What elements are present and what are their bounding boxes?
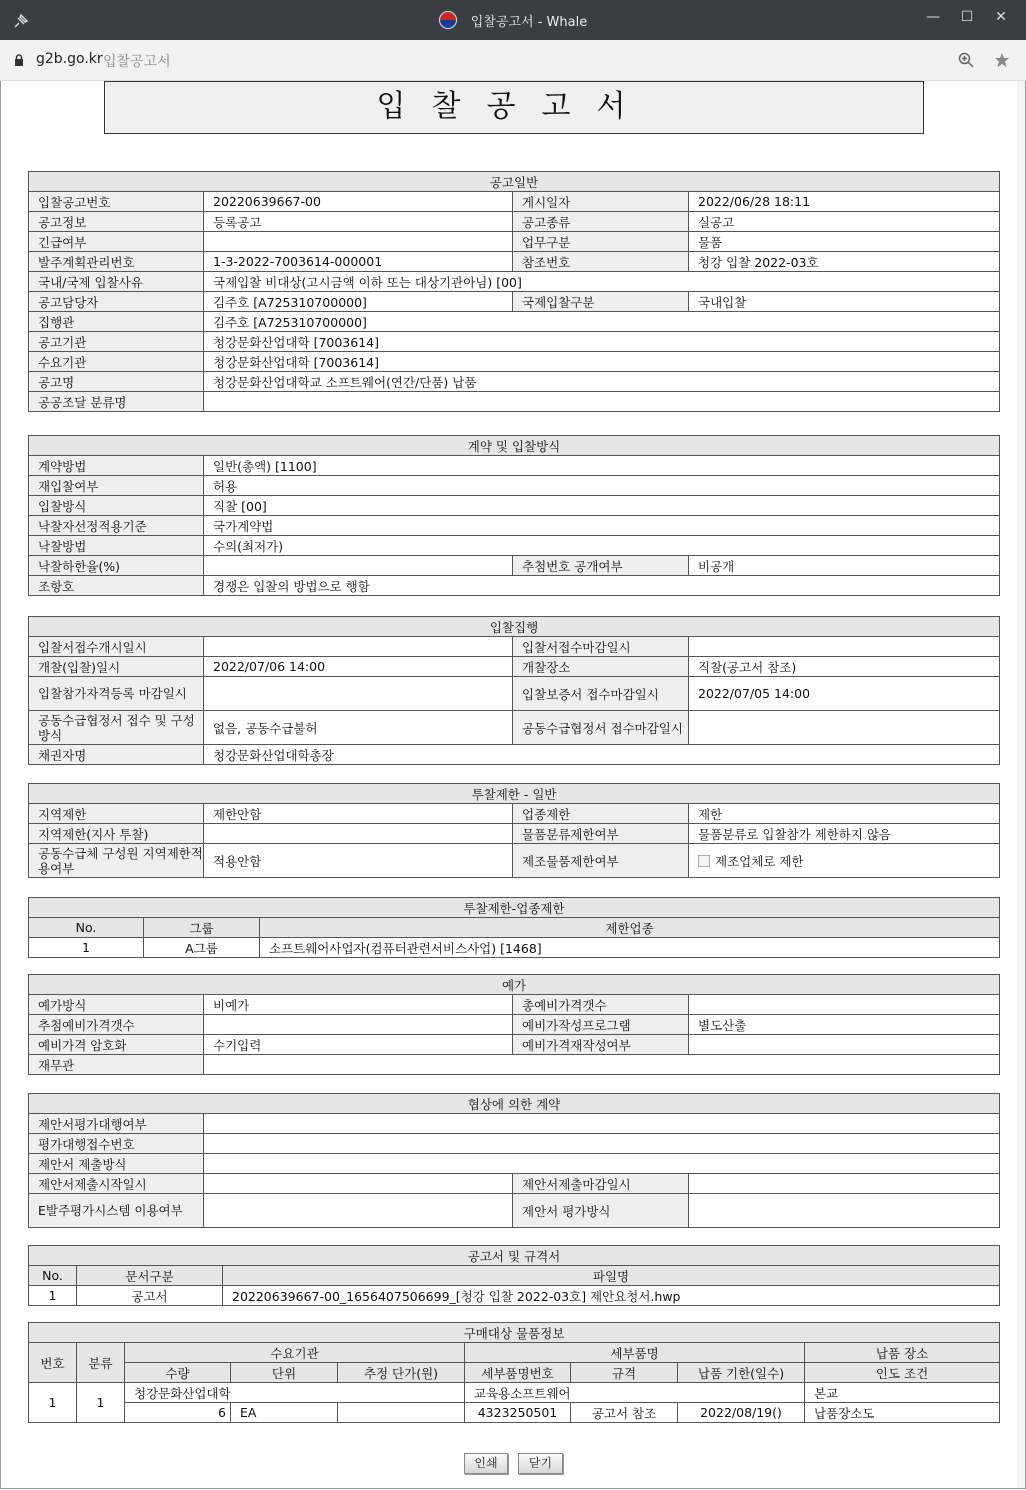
field-label: 계약방법 [29, 456, 204, 476]
rewrite-value [689, 1035, 1000, 1055]
window-title-area [0, 11, 1026, 30]
item-no: 1 [29, 1383, 77, 1423]
field-label: 공고명 [29, 372, 204, 392]
section-header: 협상에 의한 계약 [29, 1094, 1000, 1114]
plan-value: 1-3-2022-7003614-000001 [204, 252, 513, 272]
field-label: 업무구분 [513, 232, 689, 252]
contract-section [28, 435, 1000, 596]
place-value: 직찰(공고서 참조) [689, 657, 1000, 677]
taegeuk-logo-icon [439, 11, 457, 29]
lottery-value: 비공개 [689, 556, 1000, 576]
table-row [29, 1403, 1000, 1423]
close-icon[interactable]: ✕ [995, 9, 1007, 25]
biz-value: 물품 [689, 232, 1000, 252]
item-demand: 청강문화산업대학 [125, 1383, 465, 1403]
demand-value: 청강문화산업대학 [7003614] [204, 352, 1000, 372]
industry-value: 제한 [689, 804, 1000, 824]
field-label: 입찰공고번호 [29, 192, 204, 212]
info-value: 등록공고 [204, 212, 513, 232]
field-label: 지역제한(지사 투찰) [29, 824, 204, 844]
goods-value: 물품분류로 입찰참가 제한하지 않음 [689, 824, 1000, 844]
rebid-value: 허용 [204, 476, 1000, 496]
window-title: 입찰공고서 - Whale [470, 15, 588, 30]
urgent-value [204, 232, 513, 252]
address-domain[interactable]: g2b.go.kr [36, 51, 103, 67]
lock-icon [14, 54, 24, 66]
field-label: 재무관 [29, 1055, 204, 1075]
field-label: 제안서제출시작일시 [29, 1174, 204, 1194]
criteria-value: 국가계약법 [204, 516, 1000, 536]
item-detail-no: 4323250501 [465, 1403, 571, 1423]
field-label: 긴급여부 [29, 232, 204, 252]
guarantee-value: 2022/07/05 14:00 [689, 677, 1000, 711]
execution-section [28, 616, 1000, 765]
price-method-value: 비예가 [204, 995, 513, 1015]
items-section [28, 1322, 1000, 1423]
section-header: 예가 [29, 975, 1000, 995]
field-label: 발주계획관리번호 [29, 252, 204, 272]
field-label: 제안서 평가방식 [513, 1194, 689, 1228]
eval-value [204, 1114, 1000, 1134]
field-label: 공동수급협정서 접수마감일시 [513, 711, 689, 745]
field-label: 입찰방식 [29, 496, 204, 516]
column-header: 규격 [571, 1363, 678, 1383]
field-label: 조항호 [29, 576, 204, 596]
lower-value [204, 556, 513, 576]
column-header: No. [29, 1266, 77, 1286]
table-row [29, 1383, 1000, 1403]
field-label: 낙찰방법 [29, 536, 204, 556]
notice-name-value: 청강문화산업대학교 소프트웨어(연간/단품) 납품 [204, 372, 1000, 392]
opening-value: 2022/07/06 14:00 [204, 657, 513, 677]
field-label: 예가방식 [29, 995, 204, 1015]
field-label: 집행관 [29, 312, 204, 332]
industry-restriction-section [28, 897, 1000, 958]
evalmethod-value [689, 1194, 1000, 1228]
creditor-value: 청강문화산업대학총장 [204, 745, 1000, 765]
field-label: 입찰보증서 접수마감일시 [513, 677, 689, 711]
field-label: E발주평가시스템 이용여부 [29, 1194, 204, 1228]
section-header: 투찰제한 - 일반 [29, 784, 1000, 804]
intl-reason-value: 국제입찰 비대상(고시금액 이하 또는 대상기관아님) [00] [204, 272, 1000, 292]
field-label: 업종제한 [513, 804, 689, 824]
field-label: 참조번호 [513, 252, 689, 272]
item-class: 1 [77, 1383, 125, 1423]
price-section [28, 974, 1000, 1075]
draw-value [204, 1015, 513, 1035]
clause-value: 경쟁은 입찰의 방법으로 행함 [204, 576, 1000, 596]
column-header: 추정 단가(원) [338, 1363, 465, 1383]
treasury-value [204, 1055, 1000, 1075]
field-label: 공고기관 [29, 332, 204, 352]
column-header: 수요기관 [125, 1343, 465, 1363]
field-label: 공동수급체 구성원 지역제한적용여부 [29, 844, 204, 878]
row-group: A그룹 [144, 938, 260, 958]
field-label: 재입찰여부 [29, 476, 204, 496]
open-value [204, 637, 513, 657]
section-header: 공고서 및 규격서 [29, 1246, 1000, 1266]
field-label: 공공조달 분류명 [29, 392, 204, 412]
field-label: 제안서 제출방식 [29, 1154, 204, 1174]
maximize-icon[interactable]: ☐ [960, 9, 974, 25]
maker-checkbox[interactable] [698, 855, 710, 867]
field-label: 수요기관 [29, 352, 204, 372]
agency-value: 청강문화산업대학 [7003614] [204, 332, 1000, 352]
field-label: 공고종류 [513, 212, 689, 232]
field-label: 지역제한 [29, 804, 204, 824]
bookmark-star-icon[interactable] [994, 52, 1012, 68]
field-label: 개찰(입찰)일시 [29, 657, 204, 677]
field-label: 총예비가격갯수 [513, 995, 689, 1015]
field-label: 낙찰자선정적용기준 [29, 516, 204, 536]
total-value [689, 995, 1000, 1015]
column-header: 파일명 [223, 1266, 1000, 1286]
file-name-link[interactable]: 20220639667-00_1656407506699_[청강 입찰 2022-03호] 제안요청서.hwp [223, 1286, 1000, 1306]
item-place: 본교 [805, 1383, 1000, 1403]
joint-value: 없음, 공동수급불허 [204, 711, 513, 745]
manager-value: 김주호 [A725310700000] [204, 292, 513, 312]
field-label: 예비가작성프로그램 [513, 1015, 689, 1035]
address-bar [0, 40, 1026, 81]
close-button[interactable]: 닫기 [518, 1453, 563, 1474]
enc-value: 수기입력 [204, 1035, 513, 1055]
post-date-value: 2022/06/28 18:11 [689, 192, 1000, 212]
program-value: 별도산출 [689, 1015, 1000, 1035]
column-header: 분류 [77, 1343, 125, 1383]
evalno-value [204, 1134, 1000, 1154]
file-type: 공고서 [77, 1286, 223, 1306]
address-page-title: 입찰공고서 [103, 54, 171, 70]
zoom-icon[interactable] [958, 52, 974, 68]
section-header: 계약 및 입찰방식 [29, 436, 1000, 456]
branch-value [204, 824, 513, 844]
contract-method-value: 일반(총액) [1100] [204, 456, 1000, 476]
column-header: 세부품명번호 [465, 1363, 571, 1383]
print-button[interactable]: 인쇄 [464, 1453, 508, 1474]
field-label: 국내/국제 입찰사유 [29, 272, 204, 292]
column-header: 제한업종 [260, 918, 1000, 938]
start-value [204, 1174, 513, 1194]
scrollbar[interactable] [1017, 81, 1025, 1488]
kind-value: 실공고 [689, 212, 1000, 232]
column-header: 납품 기한(일수) [678, 1363, 805, 1383]
field-label: 평가대행접수번호 [29, 1134, 204, 1154]
table-row [29, 938, 1000, 958]
page-title: 입찰공고서 [104, 81, 924, 134]
maker-value: 제조업체로 제한 [715, 853, 804, 869]
section-header: 공고일반 [29, 172, 1000, 192]
class-value [204, 392, 1000, 412]
field-label: 제안서평가대행여부 [29, 1114, 204, 1134]
intl-type-value: 국내입찰 [689, 292, 1000, 312]
joint-close-value [689, 711, 1000, 745]
column-header: 수량 [125, 1363, 231, 1383]
field-label: 입찰서접수개시일시 [29, 637, 204, 657]
column-header: 단위 [231, 1363, 338, 1383]
column-header: 납품 장소 [805, 1343, 1000, 1363]
award-value: 수의(최저가) [204, 536, 1000, 556]
field-label: 국제입찰구분 [513, 292, 689, 312]
section-header: 투찰제한-업종제한 [29, 898, 1000, 918]
ref-value: 청강 입찰 2022-03호 [689, 252, 1000, 272]
restriction-section [28, 783, 1000, 878]
field-label: 제조물품제한여부 [513, 844, 689, 878]
end-value [689, 1174, 1000, 1194]
negotiation-section [28, 1093, 1000, 1228]
field-label: 추첨번호 공개여부 [513, 556, 689, 576]
submit-value [204, 1154, 1000, 1174]
field-label: 추첨예비가격갯수 [29, 1015, 204, 1035]
field-label: 입찰참가자격등록 마감일시 [29, 677, 204, 711]
column-header: 세부품명 [465, 1343, 805, 1363]
section-header: 구매대상 물품정보 [29, 1323, 1000, 1343]
field-label: 게시일자 [513, 192, 689, 212]
column-header: 인도 조건 [805, 1363, 1000, 1383]
field-label: 낙찰하한율(%) [29, 556, 204, 576]
column-header: 그룹 [144, 918, 260, 938]
window-titlebar [0, 0, 1026, 40]
document-area [0, 81, 1026, 1489]
field-label: 공고담당자 [29, 292, 204, 312]
item-spec: 공고서 참조 [571, 1403, 678, 1423]
field-label: 채권자명 [29, 745, 204, 765]
field-label: 제안서제출마감일시 [513, 1174, 689, 1194]
files-section [28, 1245, 1000, 1306]
item-detail: 교육용소프트웨어 [465, 1383, 805, 1403]
general-section [28, 171, 1000, 412]
field-label: 공고정보 [29, 212, 204, 232]
item-due: 2022/08/19() [678, 1403, 805, 1423]
reg-value [204, 677, 513, 711]
maker-cell [689, 844, 1000, 878]
exec-value: 김주호 [A725310700000] [204, 312, 1000, 332]
item-qty: 6 [125, 1403, 231, 1423]
item-price [338, 1403, 465, 1423]
bid-no-value: 20220639667-00 [204, 192, 513, 212]
row-industry: 소프트웨어사업자(컴퓨터관련서비스사업) [1468] [260, 938, 1000, 958]
column-header: 번호 [29, 1343, 77, 1383]
minimize-icon[interactable]: — [926, 9, 940, 25]
column-header: 문서구분 [77, 1266, 223, 1286]
file-no: 1 [29, 1286, 77, 1306]
member-value: 적용안함 [204, 844, 513, 878]
esys-value [204, 1194, 513, 1228]
window-controls [916, 4, 1018, 34]
item-unit: EA [231, 1403, 338, 1423]
field-label: 물품분류제한여부 [513, 824, 689, 844]
row-no: 1 [29, 938, 144, 958]
field-label: 공동수급협정서 접수 및 구성방식 [29, 711, 204, 745]
column-header: No. [29, 918, 144, 938]
bid-method-value: 직찰 [00] [204, 496, 1000, 516]
field-label: 예비가격재작성여부 [513, 1035, 689, 1055]
item-cond: 납품장소도 [805, 1403, 1000, 1423]
field-label: 개찰장소 [513, 657, 689, 677]
close-value [689, 637, 1000, 657]
section-header: 입찰집행 [29, 617, 1000, 637]
table-row [29, 1286, 1000, 1306]
region-value: 제한안함 [204, 804, 513, 824]
field-label: 입찰서접수마감일시 [513, 637, 689, 657]
field-label: 예비가격 암호화 [29, 1035, 204, 1055]
